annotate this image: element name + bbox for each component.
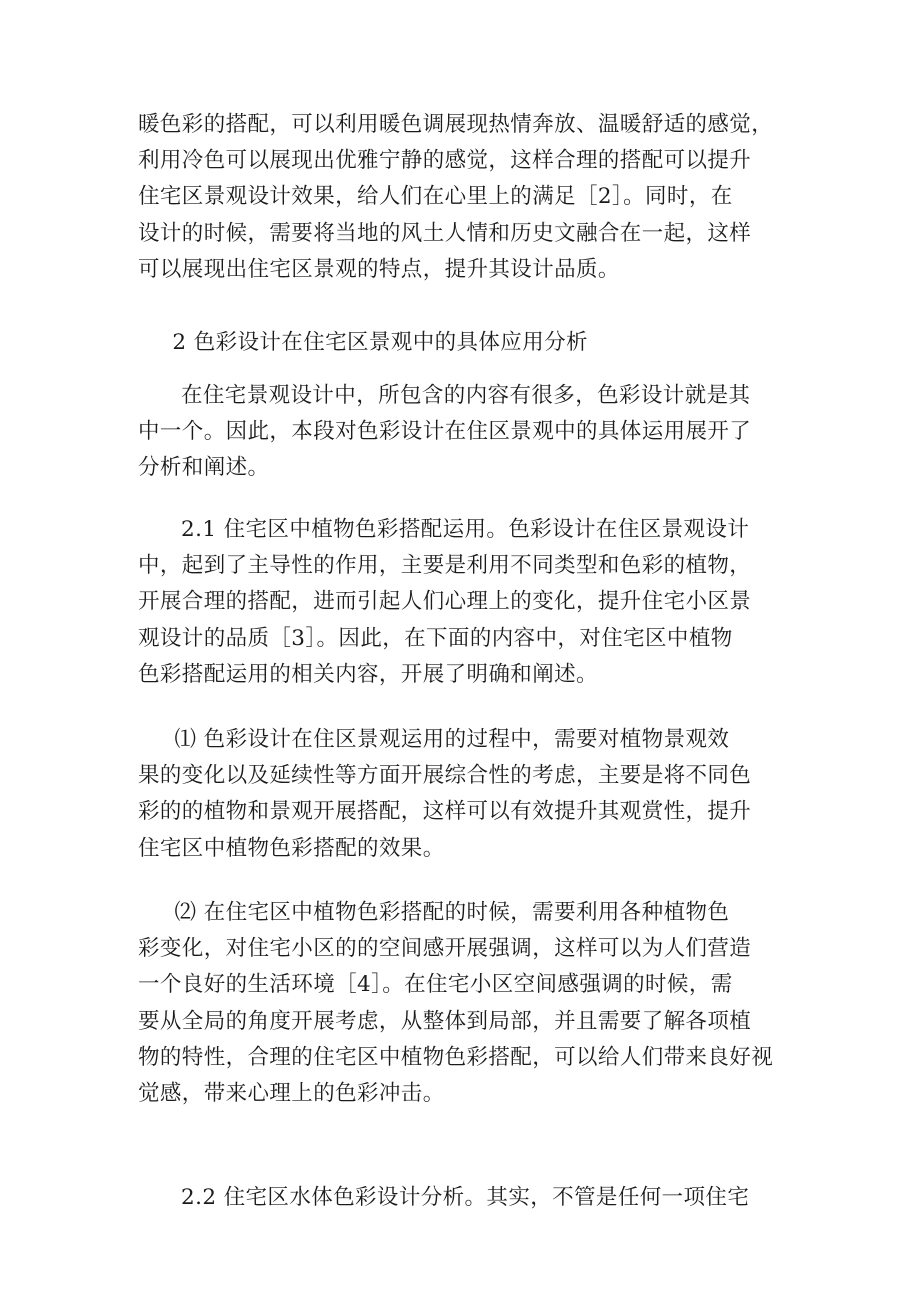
text-line: 2.1 住宅区中植物色彩搭配运用。色彩设计在住区景观设计: [181, 517, 750, 542]
text-line: 开展合理的搭配，进而引起人们心理上的变化，提升住宅小区景: [138, 589, 752, 615]
text-line: 果的变化以及延续性等方面开展综合性的考虑，主要是将不同色: [138, 763, 752, 789]
section-heading-2: [138, 325, 798, 361]
paragraph-item-1: [138, 722, 798, 867]
text-line: 观设计的品质［3］。因此，在下面的内容中，对住宅区中植物: [138, 625, 733, 651]
text-line: 要从全局的角度开展考虑，从整体到局部，并且需要了解各项植: [138, 1008, 752, 1034]
text-line: 中，起到了主导性的作用，主要是利用不同类型和色彩的植物，: [138, 553, 752, 579]
paragraph-section-2-1: [138, 512, 798, 693]
text-line: 彩变化，对住宅小区的的空间感开展强调，这样可以为人们营造: [138, 936, 752, 962]
paragraph-section-2-intro: [138, 378, 798, 487]
text-line: 物的特性，合理的住宅区中植物色彩搭配，可以给人们带来良好视: [138, 1044, 774, 1070]
text-line: ⑴ 色彩设计在住区景观运用的过程中，需要对植物景观效: [174, 727, 730, 752]
text-line: 色彩搭配运用的相关内容，开展了明确和阐述。: [138, 661, 598, 687]
text-line: 中一个。因此，本段对色彩设计在住区景观中的具体运用展开了: [138, 419, 752, 445]
text-line: 彩的的植物和景观开展搭配，这样可以有效提升其观赏性，提升: [138, 799, 752, 825]
text-line: 住宅区景观设计效果，给人们在心里上的满足［2］。同时，在: [138, 184, 733, 210]
text-line: 在住宅景观设计中，所包含的内容有很多，色彩设计就是其: [181, 383, 751, 408]
text-line: 可以展现出住宅区景观的特点，提升其设计品质。: [138, 256, 620, 282]
text-line: 分析和阐述。: [138, 455, 270, 481]
text-line: 设计的时候，需要将当地的风土人情和历史文融合在一起，这样: [138, 220, 752, 246]
text-line: 2.2 住宅区水体色彩设计分析。其实，不管是任何一项住宅: [181, 1185, 750, 1210]
paragraph-item-2: [138, 895, 798, 1112]
text-line: 暖色彩的搭配，可以利用暖色调展现热情奔放、温暖舒适的感觉，: [138, 112, 774, 137]
text-line: 利用冷色可以展现出优雅宁静的感觉，这样合理的搭配可以提升: [138, 148, 752, 174]
text-line: 住宅区中植物色彩搭配的效果。: [138, 835, 445, 861]
text-line: ⑵ 在住宅区中植物色彩搭配的时候，需要利用各种植物色: [174, 900, 730, 925]
text-line: 2 色彩设计在住宅区景观中的具体应用分析: [172, 330, 588, 355]
text-line: 觉感，带来心理上的色彩冲击。: [138, 1081, 445, 1107]
paragraph-warm-cool-colors: [138, 107, 798, 288]
text-line: 一个良好的生活环境［4］。在住宅小区空间感强调的时候，需: [138, 972, 733, 998]
paragraph-section-2-2: [138, 1180, 798, 1216]
